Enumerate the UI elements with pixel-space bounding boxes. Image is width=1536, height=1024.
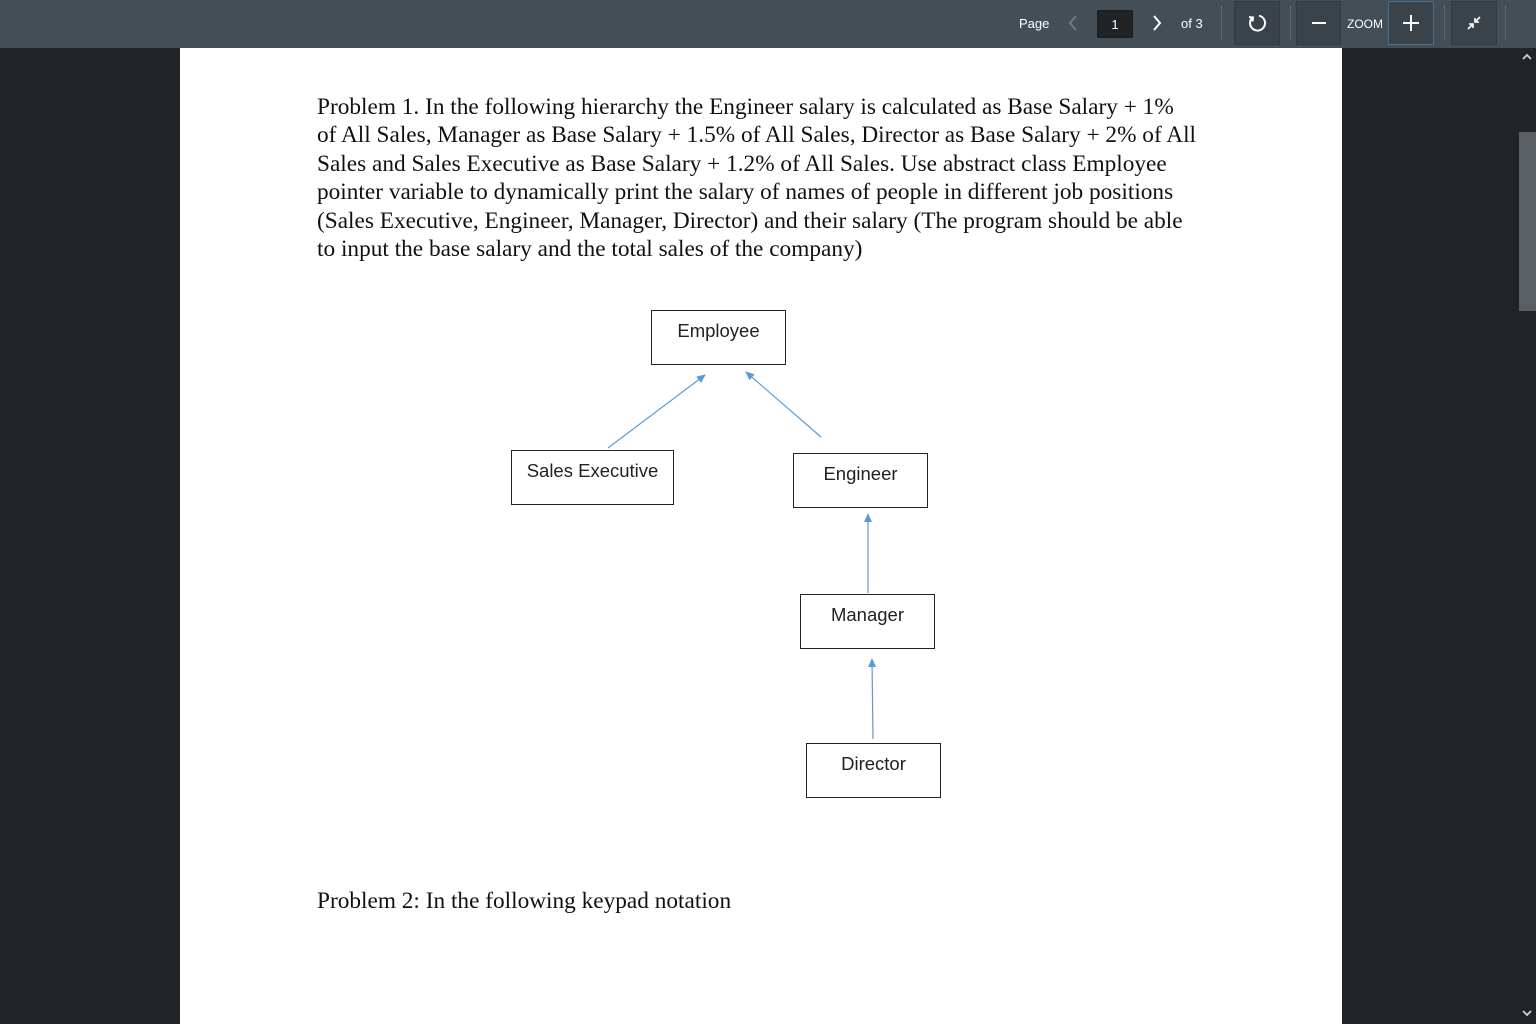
- chevron-right-icon: [1150, 14, 1164, 32]
- chevron-left-icon: [1066, 14, 1080, 32]
- edge-director-to-manager: [872, 659, 873, 739]
- engineer-node: Engineer: [793, 453, 928, 508]
- employee-node: Employee: [651, 310, 786, 365]
- previous-page-button[interactable]: [1051, 1, 1095, 45]
- page-number-input[interactable]: [1097, 10, 1133, 38]
- toolbar-separator: [1505, 6, 1506, 40]
- rotate-icon: [1246, 12, 1268, 34]
- edge-sales-executive-to-employee: [608, 375, 705, 448]
- collapse-icon: [1465, 14, 1483, 32]
- exit-fullscreen-button[interactable]: [1451, 1, 1497, 45]
- rotate-button[interactable]: [1234, 1, 1280, 45]
- toolbar-separator: [1290, 6, 1291, 40]
- zoom-out-button[interactable]: [1296, 1, 1341, 45]
- page-label: Page: [1019, 16, 1050, 31]
- zoom-label: ZOOM: [1347, 17, 1383, 31]
- problem-2-text: Problem 2: In the following keypad notation: [317, 888, 732, 914]
- zoom-in-button[interactable]: [1388, 1, 1434, 45]
- viewer-toolbar: [0, 0, 1536, 48]
- next-page-button[interactable]: [1135, 1, 1179, 45]
- plus-icon: [1402, 14, 1420, 32]
- problem-1-text: Problem 1. In the following hierarchy the Engineer salary is calculated as Base Salary + 1% of All Sales, Manager as Base Salary + 1.5% of All Sales, Director as Base Salary + 2% of All Sales and Sales Executive as Base Salary + 1.2% of All Sales. Use abstract class Employee pointer variable to dynamically print the salary of names of people in different job positions (Sales Executive, Engineer, Manager, Director) and their salary (The program should be able to input the base salary and the total sales of the company): [317, 94, 1197, 263]
- document-page: [180, 48, 1342, 1024]
- sales-executive-node: Sales Executive: [511, 450, 674, 505]
- director-node: Director: [806, 743, 941, 798]
- scrollbar-thumb[interactable]: [1519, 132, 1536, 311]
- toolbar-separator: [1444, 6, 1445, 40]
- hierarchy-diagram: [180, 48, 1342, 1024]
- scroll-down-icon[interactable]: [1518, 1004, 1536, 1022]
- toolbar-separator: [1221, 6, 1222, 40]
- edge-engineer-to-employee: [746, 372, 821, 437]
- minus-icon: [1311, 15, 1327, 31]
- manager-node: Manager: [800, 594, 935, 649]
- scroll-up-icon[interactable]: [1518, 48, 1536, 66]
- page-count-label: of 3: [1181, 16, 1203, 31]
